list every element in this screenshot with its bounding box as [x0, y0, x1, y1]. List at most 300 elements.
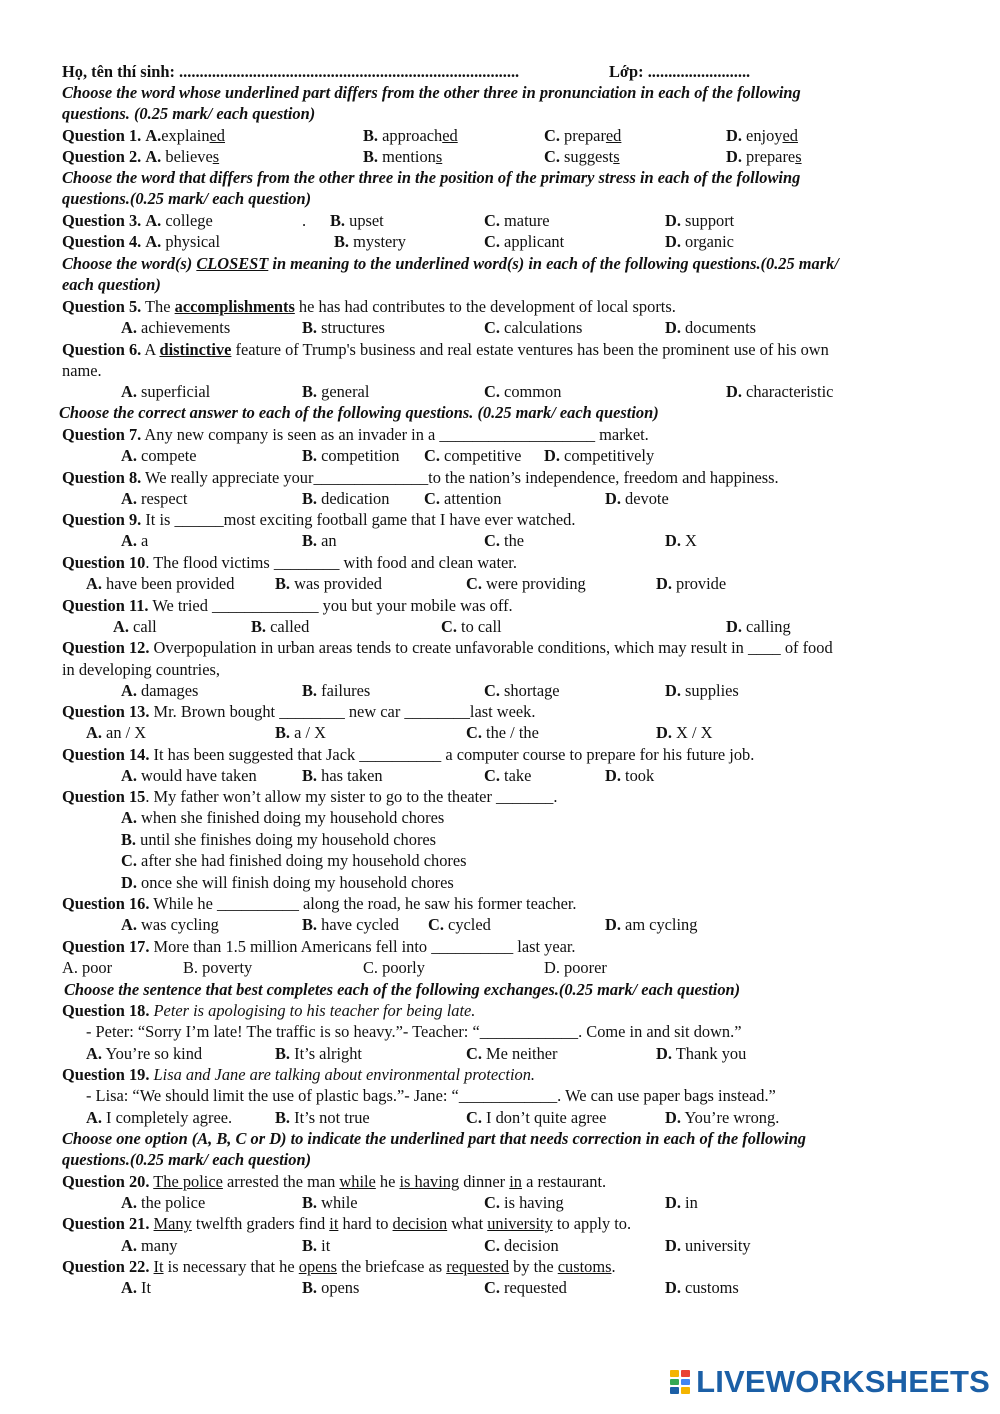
- option-a-text: many: [141, 1236, 178, 1255]
- option-b-text: It’s alright: [294, 1044, 362, 1063]
- option-letter: D.: [665, 1193, 681, 1212]
- option-b-text: a / X: [294, 723, 327, 742]
- option-b-text: structures: [321, 318, 385, 337]
- option-d-text: enjoy: [746, 126, 783, 145]
- question-12-option-d: [665, 681, 739, 701]
- option-d-text: customs: [685, 1278, 739, 1297]
- option-a-text: was cycling: [141, 915, 219, 934]
- option-letter: A.: [121, 766, 137, 785]
- question-10-option-b: [275, 574, 382, 594]
- question-8-label: Question 8.: [62, 468, 142, 487]
- option-letter: B.: [302, 318, 318, 337]
- question-10: [62, 553, 517, 573]
- option-letter: D.: [726, 382, 742, 401]
- option-a-text: respect: [141, 489, 188, 508]
- option-a-text: superficial: [141, 382, 211, 401]
- option-letter: B.: [302, 1278, 318, 1297]
- question-8-option-d: [605, 489, 669, 509]
- question-7-label: Question 7.: [62, 425, 142, 444]
- question-15-option-b: [121, 830, 436, 850]
- question-11-option-d: [726, 617, 791, 637]
- question-3-option-b: [330, 211, 384, 231]
- option-d-text: once she will finish doing my household chores: [141, 873, 454, 892]
- option-letter: C.: [424, 489, 440, 508]
- option-letter: D.: [726, 617, 742, 636]
- question-9-option-a: [121, 531, 148, 551]
- question-1-option-b: [363, 126, 458, 146]
- question-6-option-b: [302, 382, 369, 402]
- option-d-text: X / X: [676, 723, 713, 742]
- question-16-option-b: [302, 915, 399, 935]
- option-letter: A.: [121, 808, 137, 827]
- option-letter: C.: [466, 1044, 482, 1063]
- option-letter: D.: [665, 318, 681, 337]
- question-7-text: Any new company is seen as an invader in a ___________________ market.: [141, 425, 649, 444]
- section1-instruction: Choose the word whose underlined part differs from the other three in pronunciation in each of the following: [62, 83, 801, 102]
- question-18-context: Peter is apologising to his teacher for being late.: [149, 1001, 476, 1020]
- question-17: [62, 937, 576, 957]
- option-letter: C.: [544, 147, 560, 166]
- option-a-text: You’re so kind: [105, 1044, 203, 1063]
- sentence-part: to apply to.: [552, 1214, 632, 1233]
- question-8-text: We really appreciate your______________to the nation’s independence, freedom and happiness.: [141, 468, 779, 487]
- option-a-text: physical: [165, 232, 221, 251]
- option-letter: A.: [145, 147, 162, 166]
- question-17-option-a: A. poor: [62, 958, 113, 977]
- option-d-text: X: [685, 531, 697, 550]
- option-letter: C.: [466, 723, 482, 742]
- option-letter: D.: [665, 1108, 681, 1127]
- question-12-text: Overpopulation in urban areas tends to create unfavorable conditions, which may result in ____ of food: [149, 638, 833, 657]
- question-22-option-d: [665, 1278, 739, 1298]
- question-4: [62, 232, 220, 252]
- option-b-text: until she finishes doing my household chores: [140, 830, 437, 849]
- option-c-text: shortage: [504, 681, 560, 700]
- question-9-option-c: [484, 531, 524, 551]
- question-13: [62, 702, 535, 722]
- sentence-part: is necessary that he: [163, 1257, 299, 1276]
- option-d-text: support: [685, 211, 735, 230]
- option-letter: D.: [121, 873, 137, 892]
- question-7-option-c: [424, 446, 521, 466]
- option-letter: C.: [484, 1278, 500, 1297]
- question-2-option-c: [544, 147, 620, 167]
- option-letter: C.: [441, 617, 457, 636]
- underlined-part: university: [487, 1214, 553, 1233]
- question-14-option-c: [484, 766, 531, 786]
- question-5-option-b: [302, 318, 385, 338]
- question-11-option-b: [251, 617, 309, 637]
- question-6-label: Question 6.: [62, 340, 142, 359]
- option-letter: A.: [86, 574, 102, 593]
- stray-dot: .: [302, 211, 307, 230]
- option-letter: A.: [121, 446, 137, 465]
- question-10-label: Question 10: [62, 553, 146, 572]
- question-10-option-a: [86, 574, 234, 594]
- question-6-text-cont: name.: [62, 361, 102, 380]
- option-b-text: has taken: [321, 766, 383, 785]
- question-7: [62, 425, 649, 445]
- option-letter: C.: [484, 681, 500, 700]
- option-letter: C.: [428, 915, 444, 934]
- option-c-text: decision: [504, 1236, 559, 1255]
- option-letter: D.: [605, 915, 621, 934]
- option-a-text: call: [133, 617, 157, 636]
- option-letter: D.: [656, 574, 672, 593]
- question-5-text: he has had contributes to the development of local sports.: [294, 297, 676, 316]
- option-letter: D.: [665, 531, 681, 550]
- question-19-context: Lisa and Jane are talking about environmental protection.: [149, 1065, 536, 1084]
- section2-instruction: Choose the word that differs from the other three in the position of the primary stress in each of the following: [62, 168, 801, 187]
- section4-instruction: Choose the correct answer to each of the following questions. (0.25 mark/ each question): [59, 403, 659, 422]
- sentence-part: .: [611, 1257, 616, 1276]
- question-19-option-b: [275, 1108, 370, 1128]
- option-letter: C.: [466, 1108, 482, 1127]
- option-b-text: dedication: [321, 489, 390, 508]
- option-b-text: approach: [382, 126, 443, 145]
- liveworksheets-logo[interactable]: [670, 1364, 990, 1400]
- sentence-part: what: [447, 1214, 488, 1233]
- option-letter: A.: [86, 1108, 102, 1127]
- option-a-text: have been provided: [106, 574, 235, 593]
- question-3-option-c: [484, 211, 550, 231]
- option-b-text: opens: [321, 1278, 360, 1297]
- question-14-label: Question 14.: [62, 745, 150, 764]
- question-7-option-d: [544, 446, 654, 466]
- underlined-word: accomplishments: [174, 297, 295, 316]
- question-8-option-a: [121, 489, 187, 509]
- option-letter: B.: [275, 574, 291, 593]
- question-19-label: Question 19.: [62, 1065, 150, 1084]
- option-letter: A.: [121, 531, 137, 550]
- option-letter: D.: [544, 446, 560, 465]
- question-19-option-d: [665, 1108, 779, 1128]
- underlined-part: s: [795, 147, 802, 166]
- question-18: [62, 1001, 475, 1021]
- question-9-option-b: [302, 531, 337, 551]
- question-15-option-c: [121, 851, 467, 871]
- question-6-option-a: [121, 382, 210, 402]
- student-name-row: [62, 62, 519, 82]
- question-21-option-d: [665, 1236, 751, 1256]
- option-letter: B.: [334, 232, 350, 251]
- question-3-label: Question 3.: [62, 211, 142, 230]
- question-14-text: It has been suggested that Jack __________ a computer course to prepare for his future job.: [149, 745, 755, 764]
- class-blank: .........................: [647, 62, 751, 81]
- option-c-text: competitive: [444, 446, 522, 465]
- question-17-label: Question 17.: [62, 937, 150, 956]
- question-1-option-d: [726, 126, 798, 146]
- option-b-text: an: [321, 531, 337, 550]
- option-b-text: It’s not true: [294, 1108, 370, 1127]
- question-7-option-a: [121, 446, 197, 466]
- question-13-option-d: [656, 723, 712, 743]
- option-letter: B.: [302, 915, 318, 934]
- option-b-text: have cycled: [321, 915, 399, 934]
- question-12-text-cont: in developing countries,: [62, 660, 220, 679]
- question-11-option-a: [113, 617, 157, 637]
- question-3: [62, 211, 213, 231]
- question-16-option-a: [121, 915, 219, 935]
- option-letter: A.: [145, 211, 162, 230]
- section6-instruction: Choose one option (A, B, C or D) to indicate the underlined part that needs correction in each of the following: [62, 1129, 807, 1148]
- option-d-text: organic: [685, 232, 734, 251]
- sentence-part: by the: [509, 1257, 558, 1276]
- option-c-text: Me neither: [486, 1044, 558, 1063]
- question-16: [62, 894, 577, 914]
- sentence-part: hard to: [338, 1214, 393, 1233]
- question-5-option-d: [665, 318, 756, 338]
- question-2-label: Question 2.: [62, 147, 142, 166]
- question-2-option-b: [363, 147, 442, 167]
- section6-instruction-cont: questions.(0.25 mark/ each question): [62, 1150, 312, 1169]
- option-letter: A.: [145, 126, 162, 145]
- question-19-option-c: [466, 1108, 606, 1128]
- class-row: [609, 62, 750, 82]
- option-letter: C.: [484, 531, 500, 550]
- class-label: Lớp:: [609, 62, 644, 81]
- question-18-option-d: [656, 1044, 746, 1064]
- question-22-option-c: [484, 1278, 567, 1298]
- question-15: [62, 787, 557, 807]
- option-letter: D.: [656, 1044, 672, 1063]
- question-13-option-a: [86, 723, 146, 743]
- option-letter: B.: [302, 1236, 318, 1255]
- question-1: [62, 126, 225, 146]
- option-a-text: achievements: [141, 318, 231, 337]
- option-letter: C.: [424, 446, 440, 465]
- question-9: [62, 510, 575, 530]
- question-1-label: Question 1.: [62, 126, 142, 145]
- option-letter: D.: [665, 232, 681, 251]
- option-letter: D.: [665, 681, 681, 700]
- option-b-text: competition: [321, 446, 400, 465]
- option-letter: A.: [113, 617, 129, 636]
- option-letter: C.: [484, 318, 500, 337]
- question-12-option-a: [121, 681, 198, 701]
- question-8-option-c: [424, 489, 501, 509]
- question-1-option-c: [544, 126, 621, 146]
- underlined-part: s: [613, 147, 620, 166]
- sentence-part: twelfth graders find: [191, 1214, 330, 1233]
- underlined-part: ed: [605, 126, 622, 145]
- option-d-text: am cycling: [625, 915, 698, 934]
- question-21-option-b: [302, 1236, 330, 1256]
- underlined-part: opens: [298, 1257, 337, 1276]
- option-c-text: to call: [461, 617, 502, 636]
- question-12: [62, 638, 833, 658]
- option-c-text: the: [504, 531, 525, 550]
- liveworksheets-logo-icon: [670, 1370, 690, 1394]
- question-10-option-c: [466, 574, 586, 594]
- option-letter: D.: [656, 723, 672, 742]
- option-letter: D.: [726, 126, 742, 145]
- underlined-part: ed: [782, 126, 798, 145]
- option-a-text: I completely agree.: [106, 1108, 233, 1127]
- option-letter: B.: [302, 489, 318, 508]
- underlined-part: It: [153, 1257, 164, 1276]
- option-letter: C.: [484, 1236, 500, 1255]
- question-19: [62, 1065, 535, 1085]
- option-d-text: took: [625, 766, 655, 785]
- question-22-option-b: [302, 1278, 359, 1298]
- option-d-text: calling: [746, 617, 791, 636]
- option-c-text: I don’t quite agree: [486, 1108, 607, 1127]
- question-4-option-d: [665, 232, 734, 252]
- name-label: Họ, tên thí sinh:: [62, 62, 175, 81]
- option-c-text: prepar: [564, 126, 606, 145]
- option-d-text: provide: [676, 574, 727, 593]
- question-5-option-c: [484, 318, 582, 338]
- option-c-text: take: [504, 766, 532, 785]
- underlined-part: The police: [153, 1172, 223, 1191]
- option-letter: B.: [275, 1044, 291, 1063]
- option-letter: A.: [121, 681, 137, 700]
- option-d-text: devote: [625, 489, 669, 508]
- option-letter: B.: [302, 531, 318, 550]
- underlined-word: distinctive: [159, 340, 232, 359]
- question-21-option-c: [484, 1236, 559, 1256]
- option-d-text: Thank you: [675, 1044, 747, 1063]
- option-letter: B.: [251, 617, 267, 636]
- option-letter: C.: [484, 766, 500, 785]
- option-letter: A.: [86, 1044, 102, 1063]
- option-letter: A.: [121, 1236, 137, 1255]
- option-letter: A.: [86, 723, 102, 742]
- question-16-option-c: [428, 915, 491, 935]
- question-15-label: Question 15: [62, 787, 146, 806]
- option-letter: A.: [121, 1278, 137, 1297]
- question-12-option-c: [484, 681, 560, 701]
- option-b-text: upset: [349, 211, 384, 230]
- sentence-part: arrested the man: [222, 1172, 340, 1191]
- question-11-option-c: [441, 617, 502, 637]
- option-c-text: is having: [504, 1193, 564, 1212]
- option-d-text: documents: [685, 318, 757, 337]
- question-18-dialog: - Peter: “Sorry I’m late! The traffic is so heavy.”- Teacher: “____________. Come in and sit down.”: [86, 1022, 742, 1041]
- option-d-text: in: [685, 1193, 698, 1212]
- option-letter: A.: [121, 382, 137, 401]
- question-8: [62, 468, 779, 488]
- question-18-label: Question 18.: [62, 1001, 150, 1020]
- option-letter: D.: [665, 1236, 681, 1255]
- option-c-text: suggest: [564, 147, 614, 166]
- option-letter: C.: [484, 232, 500, 251]
- question-20-option-c: [484, 1193, 564, 1213]
- question-16-label: Question 16.: [62, 894, 150, 913]
- option-letter: A.: [121, 318, 137, 337]
- question-22-option-a: [121, 1278, 151, 1298]
- question-20: [62, 1172, 606, 1192]
- question-5-text: The: [141, 297, 175, 316]
- option-letter: B.: [302, 446, 318, 465]
- question-2: [62, 147, 219, 167]
- option-b-text: mention: [382, 147, 436, 166]
- question-10-option-d: [656, 574, 726, 594]
- option-a-text: explain: [161, 126, 210, 145]
- option-a-text: damages: [141, 681, 199, 700]
- question-6-option-d: [726, 382, 833, 402]
- sentence-part: the briefcase as: [337, 1257, 447, 1276]
- option-letter: C.: [484, 211, 500, 230]
- question-13-label: Question 13.: [62, 702, 150, 721]
- question-20-option-a: [121, 1193, 205, 1213]
- question-17-text: More than 1.5 million Americans fell into __________ last year.: [149, 937, 576, 956]
- question-22: [62, 1257, 616, 1277]
- option-d-text: competitively: [564, 446, 655, 465]
- question-9-option-d: [665, 531, 697, 551]
- question-18-option-b: [275, 1044, 362, 1064]
- option-letter: B.: [302, 681, 318, 700]
- option-letter: B.: [330, 211, 346, 230]
- option-c-text: after she had finished doing my household chores: [141, 851, 467, 870]
- option-b-text: mystery: [353, 232, 406, 251]
- section1-instruction-cont: questions. (0.25 mark/ each question): [62, 104, 316, 123]
- question-20-option-d: [665, 1193, 698, 1213]
- option-letter: B.: [363, 126, 379, 145]
- question-19-option-a: [86, 1108, 232, 1128]
- question-20-label: Question 20.: [62, 1172, 150, 1191]
- question-21: [62, 1214, 631, 1234]
- option-letter: D.: [605, 489, 621, 508]
- option-letter: B.: [275, 723, 291, 742]
- option-a-text: It: [141, 1278, 152, 1297]
- option-a-text: an / X: [106, 723, 147, 742]
- question-14-option-b: [302, 766, 383, 786]
- question-2-option-d: [726, 147, 802, 167]
- underlined-part: s: [212, 147, 220, 166]
- option-b-text: general: [321, 382, 370, 401]
- question-14-option-a: [121, 766, 257, 786]
- section3-text-2: in meaning to the underlined word(s) in each of the following questions.(0.25 mark/: [268, 254, 839, 273]
- underlined-part: while: [339, 1172, 376, 1191]
- option-letter: B.: [363, 147, 379, 166]
- underlined-part: it: [329, 1214, 339, 1233]
- question-18-option-c: [466, 1044, 558, 1064]
- sentence-part: dinner: [459, 1172, 510, 1191]
- underlined-part: Many: [153, 1214, 192, 1233]
- option-letter: B.: [302, 1193, 318, 1212]
- question-21-label: Question 21.: [62, 1214, 150, 1233]
- option-a-text: a: [141, 531, 149, 550]
- underlined-part: is having: [399, 1172, 460, 1191]
- question-18-option-a: [86, 1044, 202, 1064]
- question-19-dialog: - Lisa: “We should limit the use of plastic bags.”- Jane: “____________. We can use paper bags instead.”: [86, 1086, 776, 1105]
- question-5-option-a: [121, 318, 230, 338]
- option-c-text: attention: [444, 489, 502, 508]
- question-12-label: Question 12.: [62, 638, 150, 657]
- option-b-text: failures: [321, 681, 371, 700]
- name-blank: ...................................................................................: [179, 62, 520, 81]
- underlined-part: ed: [209, 126, 226, 145]
- question-12-option-b: [302, 681, 370, 701]
- option-c-text: mature: [504, 211, 550, 230]
- question-6: [62, 340, 829, 360]
- underlined-part: requested: [446, 1257, 510, 1276]
- section3-instruction-cont: each question): [62, 275, 161, 294]
- option-a-text: compete: [141, 446, 197, 465]
- question-5-label: Question 5.: [62, 297, 142, 316]
- question-14-option-d: [605, 766, 654, 786]
- question-3-option-d: [665, 211, 734, 231]
- option-letter: B.: [302, 766, 318, 785]
- underlined-part: decision: [392, 1214, 448, 1233]
- option-letter: C.: [484, 382, 500, 401]
- sentence-part: a restaurant.: [521, 1172, 607, 1191]
- question-6-option-c: [484, 382, 561, 402]
- underlined-part: s: [435, 147, 443, 166]
- liveworksheets-logo-text: LIVEWORKSHEETS: [696, 1364, 990, 1399]
